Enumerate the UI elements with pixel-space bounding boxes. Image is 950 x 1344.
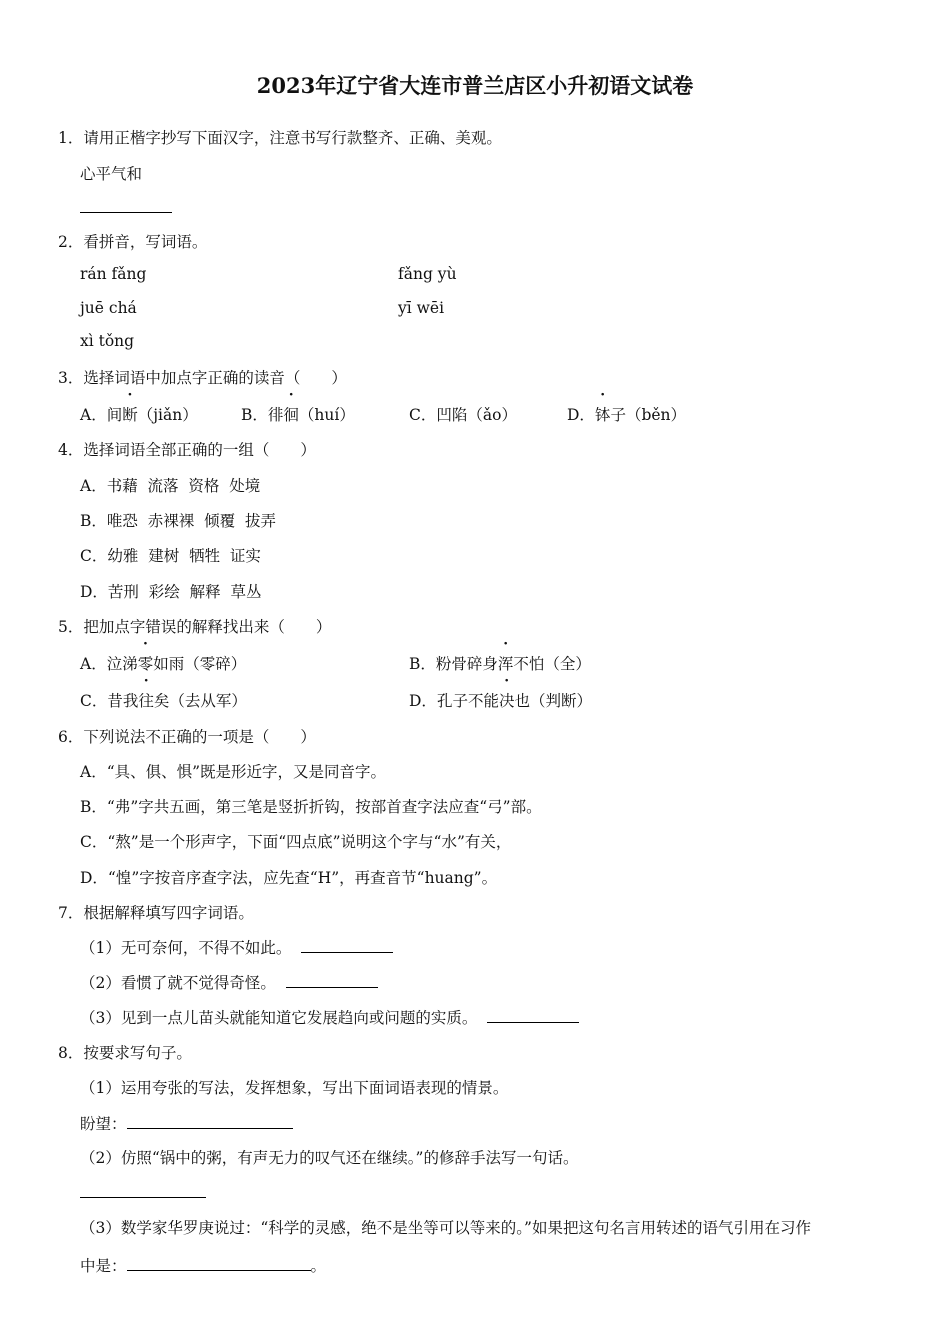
option-text: 也（判断） — [514, 692, 592, 710]
dotted-char: 断 — [122, 406, 138, 424]
option-text: 如雨（零碎） — [153, 655, 247, 673]
q8-period: 。 — [310, 1257, 327, 1275]
q2-pinyin-5: xì tǒng — [80, 332, 135, 350]
option-label: C． — [409, 406, 437, 424]
option-text: 泣涕 — [106, 655, 138, 673]
q5-option-a[interactable] — [80, 652, 246, 674]
option-text: （jiǎn） — [137, 406, 198, 424]
q7-item-1 — [80, 936, 393, 958]
q7-stem: 7．根据解释填写四字词语。 — [58, 904, 254, 922]
q7-item-2 — [80, 971, 378, 993]
option-text: 徘 — [267, 406, 284, 424]
option-text: （ǎo） — [467, 406, 517, 424]
q8-sub-3: （3）数学家华罗庚说过：“科学的灵感，绝不是坐等可以等来的。”如果把这句名言用转述的语气引用在习作 — [80, 1219, 811, 1237]
dotted-char: 徊 — [283, 406, 299, 424]
q4-option-c[interactable]: C．幼雅 建树 牺牲 证实 — [80, 547, 261, 565]
q6-stem: 6．下列说法不正确的一项是（ ） — [58, 728, 316, 746]
q4-option-b[interactable]: B．唯恐 赤裸裸 倾覆 拔弄 — [80, 512, 276, 530]
option-label: A． — [80, 406, 107, 424]
option-text: 矣（去从军） — [153, 692, 247, 710]
q6-option-b[interactable]: B．“弗”字共五画，第三笔是竖折折钩，按部首查字法应查“弓”部。 — [80, 798, 542, 816]
q7-item-text: （2）看惯了就不觉得奇怪。 — [80, 974, 276, 992]
q8-answer-line-3[interactable] — [127, 1256, 311, 1271]
option-label: D． — [409, 692, 437, 710]
q8-answer-line-2[interactable] — [80, 1183, 206, 1198]
q6-option-a[interactable]: A．“具、俱、惧”既是形近字，又是同音字。 — [80, 763, 387, 781]
option-text: （huí） — [298, 406, 355, 424]
q4-option-a[interactable]: A．书藉 流落 资格 处境 — [80, 477, 261, 495]
q3-option-d[interactable] — [567, 403, 686, 425]
q3-option-c[interactable] — [409, 403, 517, 425]
q7-item-text: （3）见到一点儿苗头就能知道它发展趋向或问题的实质。 — [80, 1009, 478, 1027]
q7-answer-line-2[interactable] — [286, 973, 378, 988]
q7-item-3 — [80, 1006, 579, 1028]
option-text: 间 — [106, 406, 123, 424]
q8-sub-1: （1）运用夸张的写法，发挥想象，写出下面词语表现的情景。 — [80, 1079, 509, 1097]
option-text: 粉骨碎身 — [435, 655, 498, 673]
option-text: 凹陷 — [436, 406, 468, 424]
q8-sub-2: （2）仿照“锅中的粥，有声无力的叹气还在继续。”的修辞手法写一句话。 — [80, 1149, 579, 1167]
q2-stem: 2．看拼音，写词语。 — [58, 233, 208, 251]
option-text: 不怕（全） — [513, 655, 591, 673]
q8-sub-1-answer — [80, 1112, 293, 1134]
dotted-char: 决 — [498, 692, 515, 710]
option-label: A． — [80, 655, 107, 673]
q7-item-text: （1）无可奈何，不得不如此。 — [80, 939, 292, 957]
dotted-char: 往 — [138, 692, 154, 710]
q8-word: 盼望： — [80, 1115, 127, 1133]
q8-stem: 8．按要求写句子。 — [58, 1044, 192, 1062]
q2-pinyin-2: fǎng yù — [398, 265, 457, 283]
option-text: 孔子不能 — [436, 692, 499, 710]
q3-option-b[interactable] — [241, 403, 355, 425]
option-label: D． — [567, 406, 595, 424]
q2-pinyin-4: yī wēi — [398, 299, 445, 317]
q1-answer-line[interactable] — [80, 198, 172, 213]
q3-option-a[interactable] — [80, 403, 198, 425]
q2-pinyin-3: juē chá — [80, 299, 137, 317]
q1-stem: 1．请用正楷字抄写下面汉字，注意书写行款整齐、正确、美观。 — [58, 129, 502, 147]
dotted-char: 零 — [137, 655, 154, 673]
q5-option-d[interactable] — [409, 689, 592, 711]
q8-text: 中是： — [80, 1257, 127, 1275]
q5-option-b[interactable] — [409, 652, 591, 674]
option-label: B． — [241, 406, 268, 424]
dotted-char: 浑 — [497, 655, 514, 673]
q3-stem: 3．选择词语中加点字正确的读音（ ） — [58, 369, 347, 387]
option-text: 昔我 — [107, 692, 139, 710]
option-text: 子（běn） — [610, 406, 687, 424]
q4-stem: 4．选择词语全部正确的一组（ ） — [58, 441, 316, 459]
q5-option-c[interactable] — [80, 689, 247, 711]
page-title: 2023年辽宁省大连市普兰店区小升初语文试卷 — [256, 73, 694, 98]
option-label: B． — [409, 655, 436, 673]
option-label: C． — [80, 692, 108, 710]
q1-text: 心平气和 — [80, 165, 143, 183]
q5-stem: 5．把加点字错误的解释找出来（ ） — [58, 618, 332, 636]
q8-answer-line-1[interactable] — [127, 1114, 293, 1129]
q8-sub-3-answer — [80, 1254, 326, 1276]
q7-answer-line-3[interactable] — [487, 1008, 579, 1023]
dotted-char: 钵 — [594, 406, 611, 424]
q7-answer-line-1[interactable] — [301, 938, 393, 953]
q4-option-d[interactable]: D．苦刑 彩绘 解释 草丛 — [80, 583, 262, 601]
q2-pinyin-1: rán fǎng — [80, 265, 147, 283]
q6-option-d[interactable]: D．“惶”字按音序查字法，应先查“H”，再查音节“huang”。 — [80, 869, 498, 887]
q6-option-c[interactable]: C．“熬”是一个形声字，下面“四点底”说明这个字与“水”有关， — [80, 833, 512, 851]
